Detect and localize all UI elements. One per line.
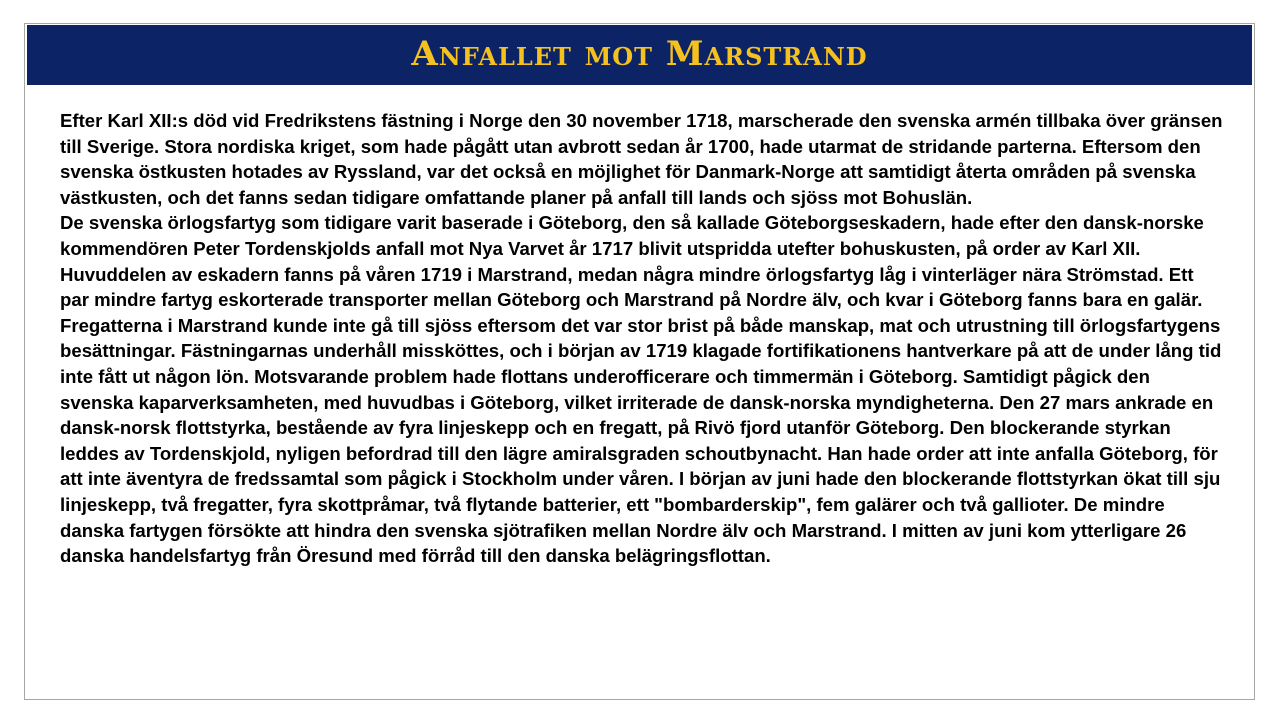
paragraph-intro: Efter Karl XII:s död vid Fredrikstens fästning i Norge den 30 november 1718, marscherade den svenska armén tillbaka över gränsen till Sverige. Stora nordiska kriget, som hade pågått utan avbrott sedan år 1700, hade utarmat de stridande parterna. Eftersom den svenska östkusten hotades av Ryssland, var det också en möjlighet för Danmark-Norge att samtidigt återta områden på svenska västkusten, och det fanns sedan tidigare omfattande planer på anfall till lands och sjöss mot Bohuslän. [60,110,1223,208]
paragraph-main: De svenska örlogsfartyg som tidigare varit baserade i Göteborg, den så kallade Göteborgseskadern, hade efter den dansk-norske kommendören Peter Tordenskjolds anfall mot Nya Varvet år 1717 blivit utspridda utefter bohuskusten, på order av Karl XII. Huvuddelen av eskadern fanns på våren 1719 i Marstrand, medan några mindre örlogsfartyg låg i vinterläger nära Strömstad. Ett par mindre fartyg eskorterade transporter mellan Göteborg och Marstrand på Nordre älv, och kvar i Göteborg fanns bara en galär. Fregatterna i Marstrand kunde inte gå till sjöss eftersom det var stor brist på både manskap, mat och utrustning till örlogsfartygens besättningar. Fästningarnas underhåll missköttes, och i början av 1719 klagade fortifikationens hantverkare på att de under lång tid inte fått ut någon lön. Motsvarande problem hade flottans underofficerare och timmermän i Göteborg. Samtidigt pågick den svenska kaparverksamheten, med huvudbas i Göteborg, vilket irriterade de dansk-norska myndigheterna. Den 27 mars ankrade en dansk-norsk flottstyrka, bestående av fyra linjeskepp och en fregatt, på Rivö fjord utanför Göteborg. Den blockerande styrkan leddes av Tordenskjold, nyligen befordrad till den lägre amiralsgraden schoutbynacht. Han hade order att inte anfalla Göteborg, för att inte äventyra de fredssamtal som pågick i Stockholm under våren. I början av juni hade den blockerande flottstyrkan ökat till sju linjeskepp, två fregatter, fyra skottpråmar, två flytande batterier, ett "bombarderskip", fem galärer och två gallioter. De mindre danska fartygen försökte att hindra den svenska sjötrafiken mellan Nordre älv och Marstrand. I mitten av juni kom ytterligare 26 danska handelsfartyg från Öresund med förråd till den danska belägringsflottan. [60,212,1222,567]
title-banner [27,25,1252,85]
body-text-block [60,108,1225,569]
slide-title: Anfallet mot Marstrand [411,34,868,74]
slide-frame [24,23,1255,700]
